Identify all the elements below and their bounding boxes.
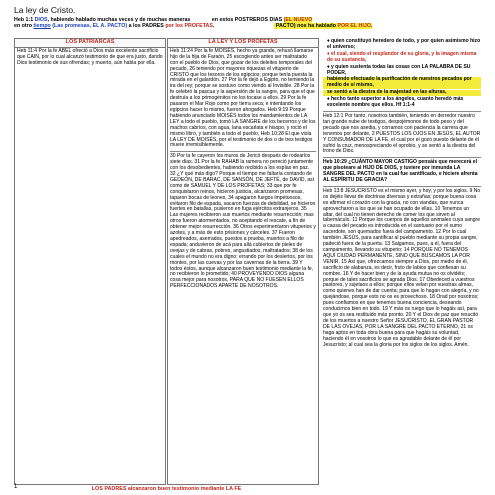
column-paragraph: ♦ quien constituyó heredero de todo, y por quien asimismo hizo el universo; xyxy=(327,38,481,50)
column-paragraph: habiendo efectuado la purificación de nuestros pecados por medio de sí mismo, xyxy=(323,77,481,89)
column-paragraph: se sentó a la diestra de la majestad en las alturas, xyxy=(323,90,481,96)
column-paragraph: Heb 11:24 Por la fe MOISÉS, hecho ya grande, rehusó llamarse hijo de la hija de Faraón, 25 escogiendo antes ser maltratado con el pueblo de Dios, que gozar de los deleites temporales del pecado, 26 teniendo por mayores riquezas el vituperio de CRISTO que los tesoros de los egipcios; porque tenía puesta la mirada en el galardón. 27 Por la fe dejó a Egipto, no temiendo la ira del rey; porque se sostuvo como viendo al Invisible. 28 Por la fe celebró la pascua y la aspersión de la sangre, para que el que destruía a los primogénitos no los tocase a ellos. 29 Por la fe pasaron el Mar Rojo como por tierra seca; e intentando los egipcios hacer lo mismo, fueron ahogados. Heb 9:19 Porque habiendo anunciado MOISÉS todos los mandamientos de LA LEY a todo el pueblo, tomó LA SANGRE de los becerros y de los machos cabríos, con agua, lana escarlata e hisopo, y roció el mismo libro, y también a todo el pueblo, Heb 10:28 El que viola LA LEY DE MOISÉS, por el testimonio de dos o de tres testigos muere irremisiblemente. xyxy=(170,47,316,149)
column-heading: LOS PATRIARCAS xyxy=(15,39,165,48)
intro-passage xyxy=(14,17,484,29)
column-patriarcas xyxy=(14,38,166,485)
intro-line-1: Heb 1:1 DIOS, habiendo hablado muchas veces y de muchas maneras en estos POSTREROS DIAS (EL NUEVO xyxy=(14,17,313,23)
column-hijo xyxy=(321,38,483,485)
divider xyxy=(323,186,481,187)
intro-line-2: en otro tiempo (Las promesas, EL A. PACTO) a los PADRES por los PROFETAS, PACTO) nos ha hablado POR EL HIJO, xyxy=(14,23,373,30)
column-paragraph: Heb 13:8 JESUCRISTO es el mismo ayer, y hoy, y por los siglos. 9 No os dejéis llevar de doctrinas diversas y extrañas; porque buena cosa es afirmar el corazón con la gracia, no con viandas, que nunca aprovecharon a los que se han ocupado de ellas. 10 Tenemos un altar, del cual no tienen derecho de comer los que sirven al tabernáculo. 11 Porque los cuerpos de aquellos animales cuya sangre a causa del pecado es introducida en el santuario por el sumo sacerdote, son quemados fuera del campamento. 12 Por lo cual también JESÚS, para santificar al pueblo mediante su propia sangre, padeció fuera de la puerta. 13 Salgamos, pues, a él, fuera del campamento, llevando su vituperio; 14 PORQUE NO TENEMOS AQUÍ CIUDAD PERMANENTE, SINO QUE BUSCAMOS LA POR VENIR. 15 Así que, ofrezcamos siempre a Dios, por medio de él, sacrificio de alabanza, es decir, fruto de labios que confiesan su nombre. 16 Y de hacer bien y de la ayuda mutua no os olvidéis; porque de tales sacrificios se agrada Dios. 17 Obedeced a vuestros pastores, y sujetaos a ellos; porque ellos velan por vuestras almas, como quienes han de dar cuenta; para que lo hagan con alegría, y no quejándose, porque esto no os es provechoso. 18 Orad por nosotros; pues confiamos en que tenemos buena conciencia, deseando conducirnos bien en todo. 19 Y más os ruego que lo hagáis así, para que yo os sea restituido más pronto. 20 Y el Dios de paz que resucitó de los muertos a nuestro Señor JESUCRISTO, EL GRAN PASTOR DE LAS OVEJAS, POR LA SANGRE DEL PACTO ETERNO, 21 os haga aptos en toda obra buena para que hagáis su voluntad, haciendo él en vosotros lo que es agradable delante de él por Jesucristo; al cual sea la gloria por los siglos de los siglos. Amén. xyxy=(323,187,481,348)
column-paragraph: Heb 11:4 Por la fe ABEL ofreció a Dios más excelente sacrificio que CAIN, por lo cual alcanzó testimonio de que era justo, dando Dios testimonio de sus ofrendas; y muerto, aún habla por ella. xyxy=(17,47,163,66)
column-heading: LA LEY Y LOS PROFETAS xyxy=(168,39,318,48)
page-number: 1 xyxy=(14,484,18,490)
divider xyxy=(170,151,316,152)
column-paragraph: ♦ hecho tanto superior a los ángeles, cuanto heredó más excelente nombre que ellos. Hf 1:1-4 xyxy=(327,96,464,109)
column-paragraph: ♦ y quien sustenta todas las cosas con LA PALABRA DE SU PODER, xyxy=(327,63,471,76)
document-title: La ley de Cristo. xyxy=(14,5,76,15)
column-paragraph: ♦ el cual, siendo el resplandor de su gloria, y la imagen misma de su sustancia, xyxy=(327,50,477,63)
column-ley-profetas xyxy=(167,38,319,485)
column-paragraph: Heb 12:1 Por tanto, nosotros también, teniendo en derredor nuestro tan grande nube de testigos, despojémonos de todo peso y del pecado que nos asedia, y corramos con paciencia la carrera que tenemos por delante, 2 PUESTOS LOS OJOS EN JESÚS, EL AUTOR Y CONSUMADOR DE LA FE, el cual por el gozo puesto delante de él sufrió la cruz, menospreciando el oprobio, y se sentó a la diestra del trono de Dios. xyxy=(323,112,481,155)
column-paragraph: 30 Por la fe cayeron los muros de Jericó después de rodearlos siete días. 31 Por la fe RAHAB la ramera no pereció juntamente con los desobedientes, habiendo recibido a los espías en paz. 32 ¿Y qué más digo? Porque el tiempo me faltaría contando de GEDEÓN, DE BARAC, DE SANSÓN, DE JEFTÉ, de DAVID, así como de SAMUEL Y DE LOS PROFETAS; 33 que por fe conquistaron reinos, hicieron justicia, alcanzaron promesas, taparon bocas de leones, 34 apagaron fuegos impetuosos, evitaron filo de espada, sacaron fuerzas de debilidad, se hicieron fuertes en batallas, pusieron en fuga ejércitos extranjeros. 35 Las mujeres recibieron sus muertos mediante resurrección; mas otros fueron atormentados, no aceptando el rescate, a fin de obtener mejor resurrección. 36 Otros experimentaron vituperios y azotes, y a más de esto prisiones y cárceles. 37 Fueron apedreados, aserrados, puestos a prueba, muertos a filo de espada; anduvieron de acá para allá cubiertos de pieles de ovejas y de cabras, pobres, angustiados, maltratados; 38 de los cuales el mundo no era digno; errando por los desiertos, por los montes, por las cuevas y por las cavernas de la tierra. 39 Y todos éstos, aunque alcanzaron buen testimonio mediante la fe, no recibieron lo prometido; 40 PROVEYENDO DIOS alguna cosa mejor para nosotros, PARA QUE NO FUESEN ELLOS PERFECCIONADOS APARTE DE NOSOTROS. xyxy=(170,153,316,290)
column-paragraph: Heb 10:29 ¿CUÁNTO MAYOR CASTIGO pensáis que merecerá el que pisoteare al HIJO DE DIOS, y tuviere por inmunda LA SANGRE DEL PACTO en la cual fue santificado, e hiciere afrenta AL ESPÍRITU DE GRACIA? xyxy=(323,159,478,184)
columns-footer: LOS PADRES alcanzaron buen testimonio mediante LA FE xyxy=(91,486,242,492)
divider xyxy=(323,111,481,112)
